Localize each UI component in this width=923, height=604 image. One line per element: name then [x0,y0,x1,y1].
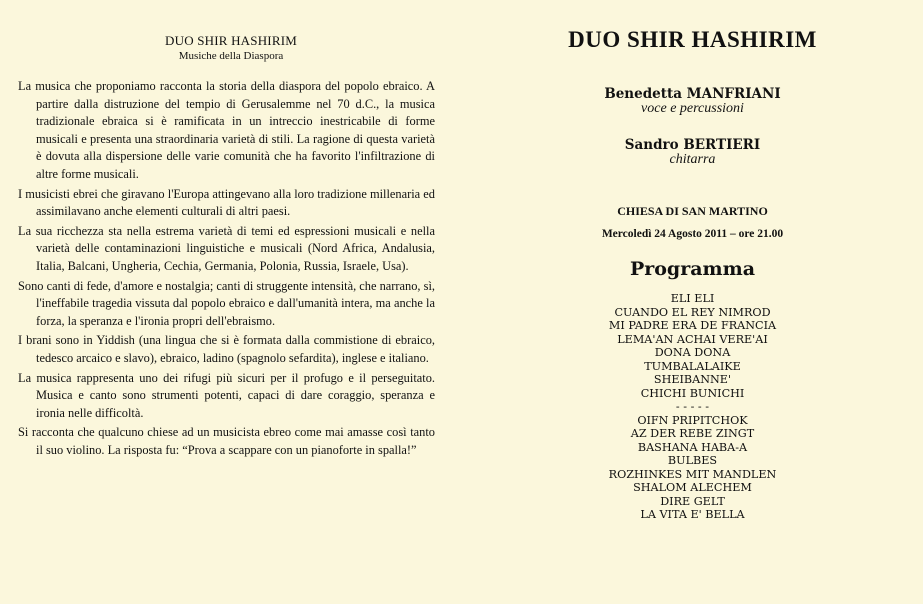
paragraph-richness: La sua ricchezza sta nella estrema varietà di temi ed espressioni musicali e nella varietà delle contaminazioni linguistiche e musicali (Nord Africa, Andalusia, Italia, Balcani, Ungheria, Cechia, Germania, Polonia, Russia, Israele, Usa). [18,223,435,273]
program-item: DIRE GELT [660,494,725,508]
program-item: OIFN PRIPITCHOK [637,413,748,427]
paragraph-refuge: La musica rappresenta uno dei rifugi più sicuri per il profugo e il perseguitato. Musica e canto sono strumenti potenti, capaci di dare coraggio, speranza e ironia nelle difficoltà. [18,370,435,420]
performer-name-bertieri: Sandro BERTIERI [624,137,761,153]
concert-datetime: Mercoledì 24 Agosto 2011 – ore 21.00 [601,228,784,240]
program-item: BULBES [667,454,718,467]
right-page-title: DUO SHIR HASHIRIM [568,27,817,52]
paragraph-languages: I brani sono in Yiddish (una lingua che si è formata dalla commistione di ebraico, tedesco arcaico e slavo), ebraico, ladino (spagnolo sefardita), inglese e italiano. [18,333,435,365]
program-item: SHALOM ALECHEM [633,481,752,494]
program-item: BASHANA HABA-A [637,440,748,454]
left-page-subtitle: Musiche della Diaspora [178,50,284,62]
program-item: ELI ELI [670,292,715,305]
paragraph-songs: Sono canti di fede, d'amore e nostalgia; canti di struggente intensità, che narrano, sì, l'ineffabile tragedia vissuta dal popolo ebraico e dall'umanità intera, ma anche la forza, la speranza e l'ironia propri dell'ebraismo. [18,278,435,328]
program-item: CHICHI BUNICHI [640,386,745,400]
performer-role-bertieri: chitarra [669,152,716,167]
program-list [462,292,923,522]
left-page-title: DUO SHIR HASHIRIM [165,33,297,48]
program-item: LA VITA E' BELLA [640,508,745,521]
performer-role-manfriani: voce e percussioni [641,101,744,116]
program-item: CUANDO EL REY NIMROD [614,305,771,319]
program-item: MI PADRE ERA DE FRANCIA [608,319,777,332]
program-item: LEMA'AN ACHAI VERE'AI [617,332,768,346]
program-item: AZ DER REBE ZINGT [630,427,755,440]
right-page [462,0,923,604]
program-item: DONA DONA [654,346,731,359]
paragraph-musicians: I musicisti ebrei che giravano l'Europa attingevano alla loro tradizione millenaria ed assimilavano anche elementi culturali di altri paesi. [18,186,435,219]
program-heading: Programma [629,258,756,280]
venue: CHIESA DI SAN MARTINO [617,204,768,218]
program-separator: - - - - - [675,400,710,413]
program-item: TUMBALALAIKE [644,359,741,373]
description-text [18,78,435,461]
performer-name-manfriani: Benedetta MANFRIANI [604,86,781,102]
paragraph-anecdote: Si racconta che qualcuno chiese ad un musicista ebreo come mai amasse così tanto il suo violino. La risposta fu: “Prova a scappare con un pianoforte in spalla!” [18,425,435,457]
paragraph-diaspora: La musica che proponiamo racconta la storia della diaspora del popolo ebraico. A partire dalla distruzione del tempio di Gerusalemme nel 70 d.C., la musica tradizionale ebraica si è ramificata in un intreccio inestricabile di forme musicali e presenta una straordinaria varietà di stili. La ragione di questa varietà è dovuta alla dispersione delle varie comunità che ha favorito l'infiltrazione di altre forme musicali. [18,79,435,181]
program-item: ROZHINKES MIT MANDLEN [608,467,777,481]
program-item: SHEIBANNE' [653,373,732,386]
